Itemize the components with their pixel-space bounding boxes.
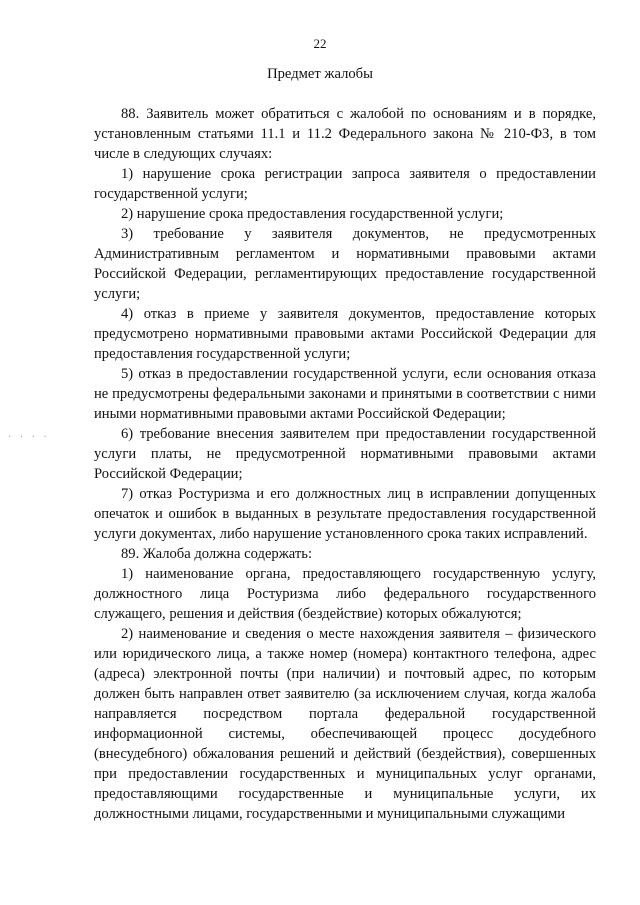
section-title: Предмет жалобы: [267, 66, 373, 82]
list-item-88-7: 7) отказ Ростуризма и его должностных лиц в исправлении допущенных опечаток и ошибок в выданных в результате предоставления государственной услуги документах, либо нарушение установленного срока таких исправлений.: [94, 486, 596, 542]
list-item-88-2: 2) нарушение срока предоставления государственной услуги;: [121, 206, 504, 222]
body-text: [94, 104, 596, 824]
list-item-88-1: 1) нарушение срока регистрации запроса заявителя о предоставлении государственной услуги;: [94, 166, 596, 202]
list-item-89-2: 2) наименование и сведения о месте нахождения заявителя – физического или юридического лица, а также номер (номера) контактного телефона, адрес (адреса) электронной почты (при наличии) и почтовый адрес, по которым должен быть направлен ответ заявителю (за исключением случая, когда жалоба направляется посредством портала федеральной государственной информационной системы, обеспечивающей процесс досудебного (внесудебного) обжалования решений и действий (бездействия), совершенных при предоставлении государственных и муниципальных услуг органами, предоставляющими государственные и муниципальные услуги, их должностными лицами, государственными и муниципальными служащими: [94, 626, 596, 822]
page-number: 22: [313, 36, 327, 51]
list-item-89-1: 1) наименование органа, предоставляющего государственную услугу, должностного лица Ростуризма либо федерального государственного служащего, решения и действия (бездействие) которых обжалуются;: [94, 566, 596, 622]
list-item-88-6: 6) требование внесения заявителем при предоставлении государственной услуги платы, не предусмотренной нормативными правовыми актами Российской Федерации;: [94, 426, 596, 482]
list-item-88-4: 4) отказ в приеме у заявителя документов, предоставление которых предусмотрено нормативными правовыми актами Российской Федерации для предоставления государственной услуги;: [94, 306, 596, 362]
list-item-88-5: 5) отказ в предоставлении государственной услуги, если основания отказа не предусмотрены федеральными законами и принятыми в соответствии с ними иными нормативными правовыми актами Российской Федерации;: [94, 366, 596, 422]
paragraph-89: 89. Жалоба должна содержать:: [121, 546, 312, 562]
paragraph-88: 88. Заявитель может обратиться с жалобой по основаниям и в порядке, установленным статьями 11.1 и 11.2 Федерального закона № 210-ФЗ, в том числе в следующих случаях:: [94, 106, 596, 162]
scan-artifact: · · · ·: [8, 432, 50, 443]
list-item-88-3: 3) требование у заявителя документов, не предусмотренных Административным регламентом и нормативными правовыми актами Российской Федерации, регламентирующих предоставление государственной услуги;: [94, 226, 596, 302]
